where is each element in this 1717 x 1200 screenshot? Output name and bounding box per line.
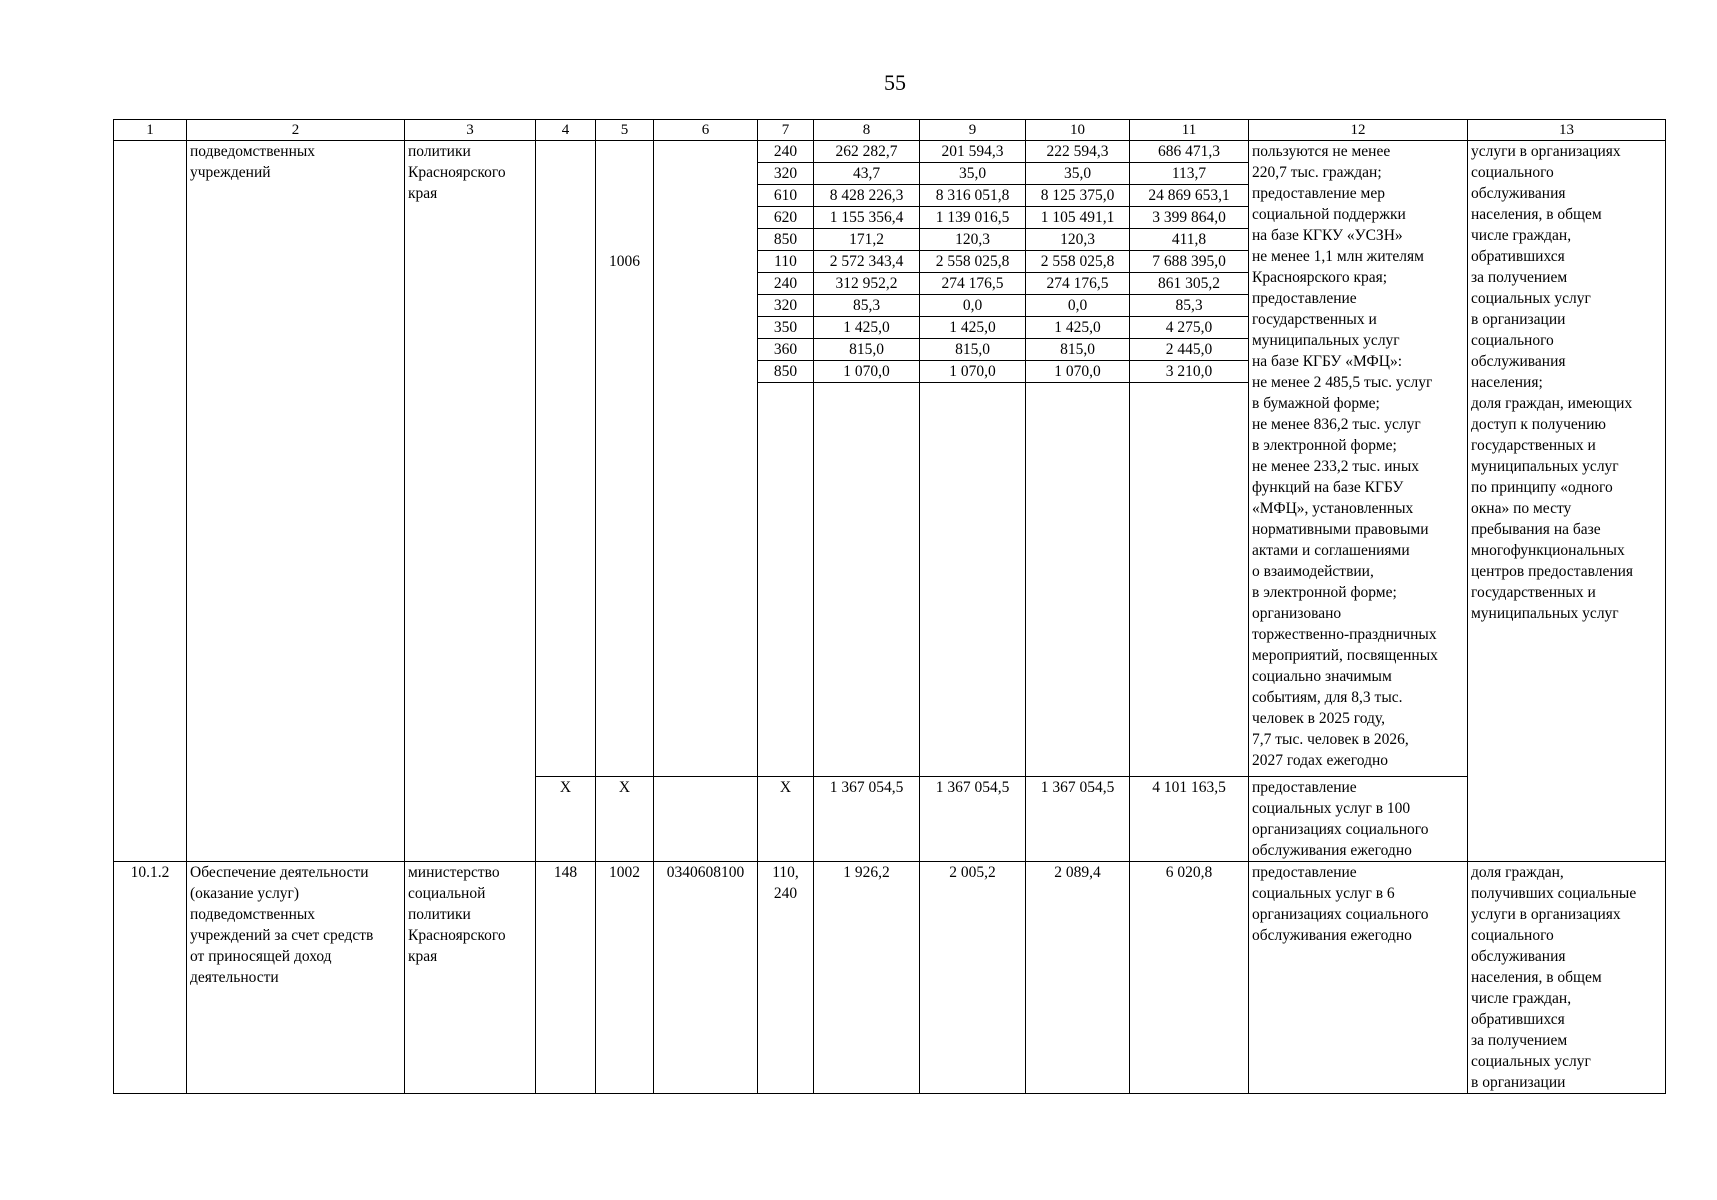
value-2025-cell: 8 428 226,3 [814,185,920,207]
text-line: центров предоставления [1471,563,1634,580]
value-2025-cell: 312 952,2 [814,273,920,295]
value-2027-cell: 2 558 025,8 [1026,251,1130,273]
value-2025-cell: 171,2 [814,229,920,251]
text-line: предоставление [1252,864,1357,881]
text-line: учреждений за счет средств [190,927,374,944]
text-line: доля граждан, [1471,864,1564,881]
executor-cell [405,862,536,1094]
text-line: организациях социального [1252,821,1429,838]
value-2026-cell: 8 316 051,8 [920,185,1026,207]
header-cell: 1 [114,120,187,141]
grbs-cell: 148 [536,862,596,1094]
value-2025-cell: 1 926,2 [814,862,920,1094]
text-line: учреждений [190,164,271,181]
indicator-cell-lines [1471,862,1662,1093]
value-total-cell: 24 869 653,1 [1130,185,1249,207]
text-line: социальных услуг в 100 [1252,800,1411,817]
text-line: обратившихся [1471,248,1565,265]
text-line: политики [408,143,471,160]
value-total-cell: 85,3 [1130,295,1249,317]
value-2027-cell: 1 070,0 [1026,361,1130,383]
text-line: обратившихся [1471,1011,1565,1028]
value-2027-cell: 2 089,4 [1026,862,1130,1094]
text-line: числе граждан, [1471,990,1572,1007]
text-line: доступ к получению [1471,416,1606,433]
value-2027-cell: 222 594,3 [1026,141,1130,163]
header-cell: 11 [1130,120,1249,141]
text-line: 2027 годах ежегодно [1252,752,1389,769]
text-line: края [408,948,438,965]
text-line: деятельности [190,969,279,986]
text-line: о взаимодействии, [1252,563,1374,580]
kvr-cell: 620 [758,207,814,229]
result-cell [1249,777,1468,862]
text-line: пользуются не менее [1252,143,1391,160]
value-2027-cell: 274 176,5 [1026,273,1130,295]
text-line: обслуживания [1471,948,1566,965]
section-code-cell [596,141,654,251]
header-cell: 3 [405,120,536,141]
text-line: муниципальных услуг [1471,458,1619,475]
value-2026-cell [920,383,1026,777]
text-line: за получением [1471,269,1568,286]
text-line: в организации [1471,1074,1566,1091]
section-code-cell: 1002 [596,862,654,1094]
value-2026-cell: 274 176,5 [920,273,1026,295]
value-total-cell: 4 275,0 [1130,317,1249,339]
header-cell: 10 [1026,120,1130,141]
budget-table [113,119,1666,1094]
text-line: от приносящей доход [190,948,332,965]
executor-cell-lines [408,141,532,204]
text-line: 220,7 тыс. граждан; [1252,164,1382,181]
row-number-cell [114,141,187,862]
result-cell [1249,141,1468,777]
event-name-cell-lines [190,141,401,183]
table-row [114,141,1666,163]
value-2027-cell [1026,383,1130,777]
value-2027-cell: 8 125 375,0 [1026,185,1130,207]
text-line: не менее 836,2 тыс. услуг [1252,416,1421,433]
text-line: в электронной форме; [1252,584,1397,601]
value-2026-cell: 1 139 016,5 [920,207,1026,229]
result-cell-lines [1252,862,1464,946]
kvr-cell: 850 [758,361,814,383]
value-2025-cell [814,383,920,777]
text-line: 110, [772,864,799,881]
value-total-cell: 2 445,0 [1130,339,1249,361]
kvr-cell [758,862,814,1094]
text-line: 240 [773,885,798,902]
header-row [114,120,1666,141]
text-line: услуги в организациях [1471,906,1621,923]
text-line: доля граждан, имеющих [1471,395,1633,412]
header-cell: 2 [187,120,405,141]
text-line: предоставление мер [1252,185,1385,202]
value-total-cell: 411,8 [1130,229,1249,251]
section-code-cell: 1006 [596,251,654,777]
text-line: событиям, для 8,3 тыс. [1252,689,1403,706]
text-line: «МФЦ», установленных [1252,500,1414,517]
text-line: социально значимым [1252,668,1392,685]
text-line: государственных и [1471,437,1596,454]
text-line: Красноярского [408,164,506,181]
header-cell: 12 [1249,120,1468,141]
result-cell [1249,862,1468,1094]
text-line: подведомственных [190,143,316,160]
event-name-cell [187,862,405,1094]
text-line: социального [1471,332,1554,349]
value-total-cell: 4 101 163,5 [1130,777,1249,862]
text-line: социальной [408,885,486,902]
text-line: мероприятий, посвященных [1252,647,1438,664]
text-line: обслуживания ежегодно [1252,927,1412,944]
value-total-cell: 686 471,3 [1130,141,1249,163]
value-2026-cell: 201 594,3 [920,141,1026,163]
executor-cell [405,141,536,862]
kvr-cell: 110 [758,251,814,273]
row-number-cell: 10.1.2 [114,862,187,1094]
text-line: не менее 2 485,5 тыс. услуг [1252,374,1433,391]
value-total-cell: 7 688 395,0 [1130,251,1249,273]
text-line: министерство [408,864,500,881]
kvr-cell: 240 [758,141,814,163]
text-line: в бумажной форме; [1252,395,1380,412]
value-2025-cell: 1 367 054,5 [814,777,920,862]
text-line: числе граждан, [1471,227,1572,244]
indicator-cell [1468,862,1666,1094]
header-cell: 6 [654,120,758,141]
value-2025-cell: 1 155 356,4 [814,207,920,229]
text-line: населения; [1471,374,1543,391]
text-line: населения, в общем [1471,206,1602,223]
text-line: социального [1471,164,1554,181]
value-2025-cell: 1 425,0 [814,317,920,339]
text-line: торжественно-праздничных [1252,626,1437,643]
text-line: организациях социального [1252,906,1429,923]
kvr-cell: 320 [758,295,814,317]
text-line: не менее 1,1 млн жителям [1252,248,1424,265]
value-2025-cell: 262 282,7 [814,141,920,163]
result-cell-lines [1252,141,1464,771]
event-name-cell [187,141,405,862]
value-2025-cell: 85,3 [814,295,920,317]
text-line: обслуживания [1471,353,1566,370]
value-2027-cell: 35,0 [1026,163,1130,185]
target-code-cell: 0340608100 [654,862,758,1094]
value-total-cell: 3 210,0 [1130,361,1249,383]
text-line: государственных и [1471,584,1596,601]
text-line: пребывания на базе [1471,521,1601,538]
event-name-cell-lines [190,862,401,988]
text-line: нормативными правовыми [1252,521,1429,538]
text-line: Обеспечение деятельности [190,864,369,881]
kvr-cell: 320 [758,163,814,185]
text-line: (оказание услуг) [190,885,300,902]
kvr-cell: 350 [758,317,814,339]
text-line: обслуживания [1471,185,1566,202]
text-line: социальных услуг [1471,1053,1591,1070]
text-line: на базе КГКУ «УСЗН» [1252,227,1403,244]
value-total-cell: 3 399 864,0 [1130,207,1249,229]
text-line: края [408,185,438,202]
kvr-cell: 850 [758,229,814,251]
text-line: окна» по месту [1471,500,1572,517]
text-line: на базе КГБУ «МФЦ»: [1252,353,1403,370]
page-number: 55 [884,70,906,95]
executor-cell-lines [408,862,532,967]
text-line: услуги в организациях [1471,143,1621,160]
value-2025-cell: 2 572 343,4 [814,251,920,273]
value-total-cell: 113,7 [1130,163,1249,185]
section-code-cell: X [596,777,654,862]
kvr-cell [758,383,814,777]
grbs-cell: X [536,777,596,862]
text-line: социальных услуг в 6 [1252,885,1395,902]
text-line: предоставление [1252,779,1357,796]
text-line: в организации [1471,311,1566,328]
text-line: организовано [1252,605,1342,622]
value-2026-cell: 2 005,2 [920,862,1026,1094]
text-line: политики [408,906,471,923]
value-2027-cell: 1 105 491,1 [1026,207,1130,229]
text-line: получивших социальные [1471,885,1637,902]
text-line: социальной поддержки [1252,206,1406,223]
value-2027-cell: 815,0 [1026,339,1130,361]
kvr-cell-lines [761,862,810,904]
value-2027-cell: 0,0 [1026,295,1130,317]
value-2025-cell: 43,7 [814,163,920,185]
text-line: 7,7 тыс. человек в 2026, [1252,731,1409,748]
result-cell-lines [1252,777,1464,861]
value-2027-cell: 120,3 [1026,229,1130,251]
value-2026-cell: 1 070,0 [920,361,1026,383]
value-2025-cell: 815,0 [814,339,920,361]
value-2026-cell: 1 425,0 [920,317,1026,339]
kvr-cell: 240 [758,273,814,295]
value-2026-cell: 120,3 [920,229,1026,251]
target-code-cell [654,777,758,862]
value-total-cell: 861 305,2 [1130,273,1249,295]
text-line: функций на базе КГБУ [1252,479,1404,496]
value-2026-cell: 815,0 [920,339,1026,361]
text-line: населения, в общем [1471,969,1602,986]
text-line: государственных и [1252,311,1377,328]
table-row [114,862,1666,1094]
value-total-cell: 6 020,8 [1130,862,1249,1094]
indicator-cell [1468,141,1666,862]
text-line: Красноярского края; [1252,269,1388,286]
text-line: не менее 233,2 тыс. иных [1252,458,1419,475]
text-line: социальных услуг [1471,290,1591,307]
value-2025-cell: 1 070,0 [814,361,920,383]
kvr-cell: 610 [758,185,814,207]
text-line: за получением [1471,1032,1568,1049]
header-cell: 5 [596,120,654,141]
text-line: Красноярского [408,927,506,944]
kvr-cell: 360 [758,339,814,361]
grbs-cell [536,141,596,777]
text-line: актами и соглашениями [1252,542,1410,559]
kvr-cell: X [758,777,814,862]
target-code-cell [654,141,758,777]
value-2026-cell: 1 367 054,5 [920,777,1026,862]
header-cell: 4 [536,120,596,141]
indicator-cell-lines [1471,141,1662,624]
header-cell: 9 [920,120,1026,141]
text-line: обслуживания ежегодно [1252,842,1412,859]
text-line: социального [1471,927,1554,944]
text-line: многофункциональных [1471,542,1625,559]
value-2027-cell: 1 425,0 [1026,317,1130,339]
text-line: муниципальных услуг [1471,605,1619,622]
text-line: по принципу «одного [1471,479,1613,496]
value-2026-cell: 35,0 [920,163,1026,185]
value-2026-cell: 0,0 [920,295,1026,317]
value-2026-cell: 2 558 025,8 [920,251,1026,273]
text-line: подведомственных [190,906,316,923]
text-line: в электронной форме; [1252,437,1397,454]
text-line: предоставление [1252,290,1357,307]
header-cell: 7 [758,120,814,141]
header-cell: 13 [1468,120,1666,141]
value-2027-cell: 1 367 054,5 [1026,777,1130,862]
text-line: человек в 2025 году, [1252,710,1385,727]
header-cell: 8 [814,120,920,141]
text-line: муниципальных услуг [1252,332,1400,349]
value-total-cell [1130,383,1249,777]
